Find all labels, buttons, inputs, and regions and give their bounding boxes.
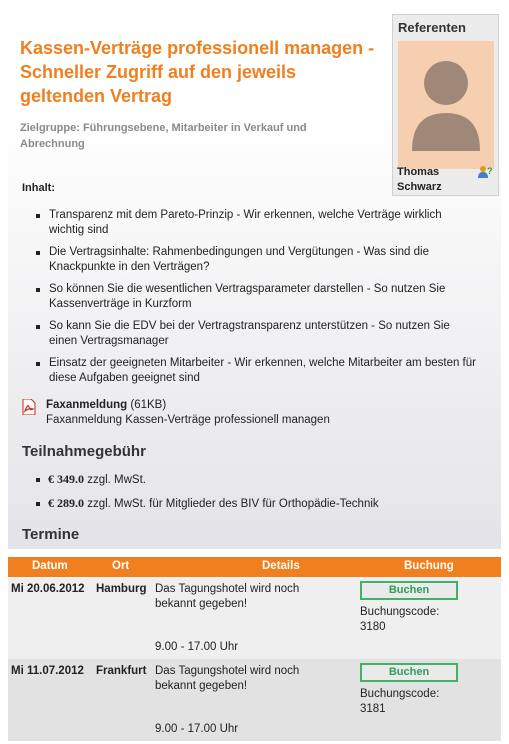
speaker-heading: Referenten (398, 20, 466, 35)
speaker-info-icon[interactable] (478, 165, 492, 179)
contents-label: Inhalt: (22, 182, 55, 194)
course-title: Kassen-Verträge professionell managen - Schneller Zugriff auf den jeweils geltenden Vertrag (20, 38, 375, 106)
row-date: Mi 11.07.2012 (11, 665, 84, 677)
list-item: So kann Sie die EDV bei der Vertragstransparenz unterstützen - So nutzen Sie einen Vertragsmanager (48, 319, 478, 349)
fee-note: zzgl. MwSt. für Mitglieder des BIV für Orthopädie-Technik (87, 498, 379, 510)
column-header-date: Datum (32, 560, 68, 572)
list-item: So können Sie die wesentlichen Vertragsparameter darstellen - So nutzen Sie Kassenverträge in Kurzform (48, 282, 478, 312)
fax-size: (61KB) (130, 399, 167, 411)
table-row (8, 659, 501, 741)
speaker-name[interactable]: Thomas Schwarz (397, 166, 442, 193)
booking-code-label: Buchungscode: (360, 606, 440, 618)
book-button[interactable]: Buchen (360, 663, 458, 682)
row-location: Frankfurt (96, 665, 147, 677)
booking-code: 3181 (360, 703, 386, 715)
column-header-details: Details (262, 560, 300, 572)
dates-table (8, 557, 501, 741)
person-silhouette-icon (398, 41, 494, 169)
column-header-location: Ort (112, 560, 130, 572)
fee-item (48, 472, 379, 488)
dates-heading: Termine (22, 526, 80, 543)
row-details: Das Tagungshotel wird noch bekannt gegeben! (155, 665, 300, 692)
column-header-booking: Buchung (404, 560, 454, 572)
fee-price: € 349.0 (48, 472, 84, 486)
fee-item (48, 496, 379, 512)
svg-text:?: ? (487, 166, 492, 176)
fees-list (48, 472, 379, 520)
fees-heading: Teilnahmegebühr (22, 443, 146, 460)
table-row (8, 577, 501, 659)
booking-code-label: Buchungscode: (360, 688, 440, 700)
row-details: Das Tagungshotel wird noch bekannt gegeben! (155, 583, 300, 610)
speaker-box (392, 14, 499, 196)
speaker-avatar[interactable] (398, 41, 494, 169)
fee-price: € 289.0 (48, 496, 84, 510)
fax-description: Faxanmeldung Kassen-Verträge professionell managen (46, 414, 330, 426)
contents-list (48, 208, 478, 393)
row-time: 9.00 - 17.00 Uhr (155, 723, 239, 735)
pdf-icon[interactable] (22, 399, 36, 415)
row-date: Mi 20.06.2012 (11, 583, 85, 595)
list-item: Transparenz mit dem Pareto-Prinzip - Wir erkennen, welche Verträge wirklich wichtig sind (48, 208, 478, 238)
row-location: Hamburg (96, 583, 147, 595)
target-group-text: Zielgruppe: Führungsebene, Mitarbeiter in Verkauf und Abrechnung (20, 122, 307, 150)
booking-code: 3180 (360, 621, 386, 633)
fax-link[interactable] (46, 399, 166, 411)
fee-note: zzgl. MwSt. (87, 474, 146, 486)
book-button[interactable]: Buchen (360, 581, 458, 600)
row-time: 9.00 - 17.00 Uhr (155, 641, 239, 653)
table-header (8, 557, 501, 577)
list-item: Einsatz der geeigneten Mitarbeiter - Wir erkennen, welche Mitarbeiter am besten für diese Aufgaben geeignet sind (48, 356, 478, 386)
fax-title[interactable]: Faxanmeldung (46, 399, 128, 411)
list-item: Die Vertragsinhalte: Rahmenbedingungen und Vergütungen - Was sind die Knackpunkte in den Verträgen? (48, 245, 478, 275)
